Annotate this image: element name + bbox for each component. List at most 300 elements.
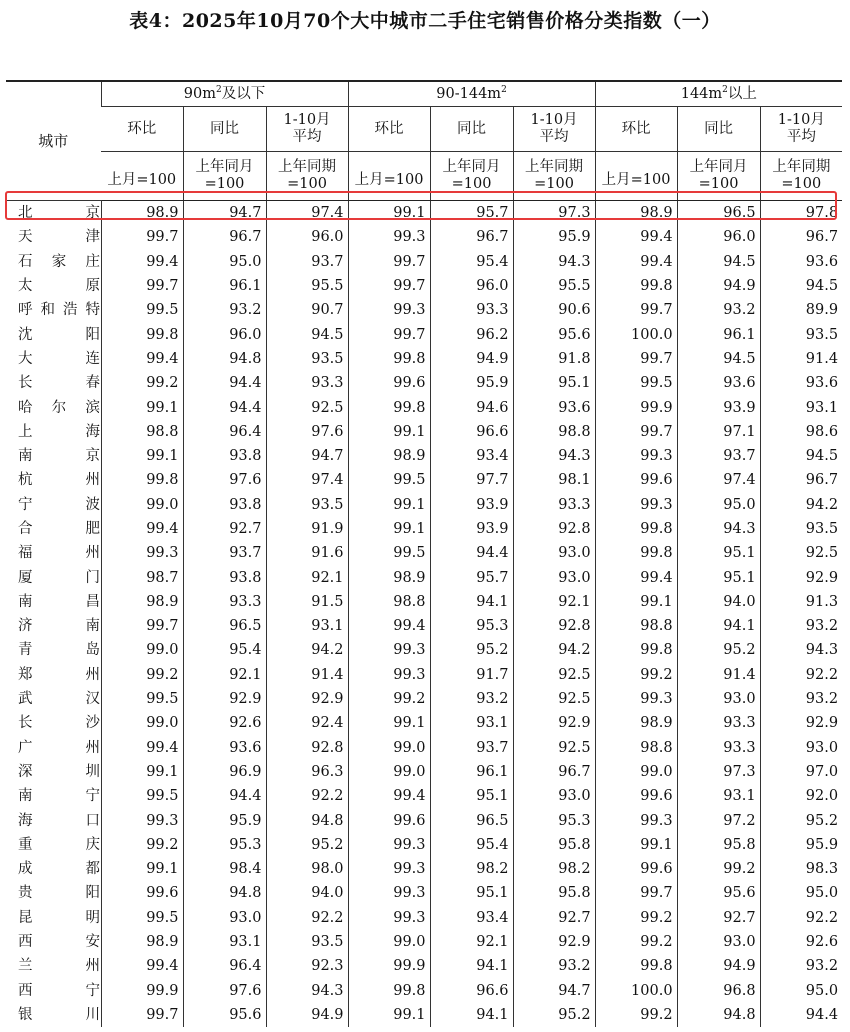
city-cell bbox=[6, 808, 101, 832]
value-cell: 96.7 bbox=[183, 225, 266, 249]
table-row bbox=[6, 541, 842, 565]
value-cell: 99.1 bbox=[101, 395, 183, 419]
value-cell: 92.9 bbox=[266, 687, 348, 711]
city-name: 长春 bbox=[18, 375, 100, 392]
base-header bbox=[677, 152, 760, 201]
city-cell bbox=[6, 225, 101, 249]
value-cell: 92.1 bbox=[430, 930, 513, 954]
base-line: 上年同月 bbox=[689, 159, 748, 175]
metric-line: 同比 bbox=[457, 120, 487, 137]
value-cell: 99.1 bbox=[101, 760, 183, 784]
value-cell: 93.0 bbox=[760, 736, 842, 760]
city-cell bbox=[6, 979, 101, 1003]
table-row bbox=[6, 930, 842, 954]
table-row bbox=[6, 517, 842, 541]
value-cell: 99.3 bbox=[595, 444, 677, 468]
value-cell: 95.3 bbox=[430, 614, 513, 638]
value-cell: 94.1 bbox=[430, 590, 513, 614]
value-cell: 99.1 bbox=[348, 517, 430, 541]
base-line: 上年同期 bbox=[772, 159, 831, 175]
value-cell: 93.8 bbox=[183, 565, 266, 589]
value-cell: 99.4 bbox=[348, 614, 430, 638]
value-cell: 99.0 bbox=[595, 760, 677, 784]
table-row bbox=[6, 979, 842, 1003]
value-cell: 93.5 bbox=[760, 517, 842, 541]
value-cell: 95.0 bbox=[760, 881, 842, 905]
table-row bbox=[6, 638, 842, 662]
value-cell: 92.6 bbox=[183, 711, 266, 735]
city-cell bbox=[6, 541, 101, 565]
value-cell: 93.6 bbox=[677, 371, 760, 395]
value-cell: 96.2 bbox=[430, 322, 513, 346]
value-cell: 96.1 bbox=[183, 274, 266, 298]
value-cell: 90.6 bbox=[513, 298, 595, 322]
value-cell: 93.7 bbox=[183, 541, 266, 565]
value-cell: 99.2 bbox=[595, 906, 677, 930]
city-cell bbox=[6, 395, 101, 419]
value-cell: 94.8 bbox=[183, 347, 266, 371]
value-cell: 99.7 bbox=[595, 347, 677, 371]
value-cell: 99.7 bbox=[101, 614, 183, 638]
table-row bbox=[6, 371, 842, 395]
value-cell: 99.7 bbox=[101, 225, 183, 249]
value-cell: 97.4 bbox=[266, 468, 348, 492]
value-cell: 99.3 bbox=[101, 808, 183, 832]
value-cell: 97.4 bbox=[266, 201, 348, 226]
value-cell: 98.9 bbox=[595, 711, 677, 735]
value-cell: 92.1 bbox=[266, 565, 348, 589]
value-cell: 95.2 bbox=[760, 808, 842, 832]
value-cell: 93.6 bbox=[183, 736, 266, 760]
value-cell: 98.8 bbox=[595, 614, 677, 638]
value-cell: 92.2 bbox=[760, 906, 842, 930]
table-row bbox=[6, 493, 842, 517]
value-cell: 92.5 bbox=[513, 736, 595, 760]
value-cell: 98.2 bbox=[513, 857, 595, 881]
value-cell: 93.2 bbox=[183, 298, 266, 322]
value-cell: 95.1 bbox=[430, 784, 513, 808]
group-label-suffix: 以上 bbox=[727, 85, 757, 102]
value-cell: 95.2 bbox=[266, 833, 348, 857]
base-line: 上年同月 bbox=[442, 159, 501, 175]
city-name: 太原 bbox=[18, 278, 100, 295]
city-name: 青岛 bbox=[18, 642, 100, 659]
value-cell: 95.8 bbox=[513, 833, 595, 857]
metric-line: 环比 bbox=[127, 120, 157, 137]
value-cell: 99.1 bbox=[101, 857, 183, 881]
city-name: 南昌 bbox=[18, 593, 100, 610]
value-cell: 93.2 bbox=[677, 298, 760, 322]
value-cell: 99.1 bbox=[348, 1003, 430, 1027]
value-cell: 100.0 bbox=[595, 322, 677, 346]
value-cell: 95.6 bbox=[677, 881, 760, 905]
value-cell: 99.3 bbox=[348, 906, 430, 930]
value-cell: 99.5 bbox=[348, 541, 430, 565]
value-cell: 93.1 bbox=[677, 784, 760, 808]
table-row bbox=[6, 954, 842, 978]
base-line: =100 bbox=[204, 176, 245, 192]
value-cell: 93.2 bbox=[513, 954, 595, 978]
city-column-header: 城市 bbox=[6, 81, 101, 201]
value-cell: 96.1 bbox=[677, 322, 760, 346]
metric-header bbox=[513, 107, 595, 152]
city-name: 石家庄 bbox=[18, 253, 100, 270]
value-cell: 93.0 bbox=[183, 906, 266, 930]
group-label-suffix: 及以下 bbox=[221, 85, 266, 102]
value-cell: 90.7 bbox=[266, 298, 348, 322]
value-cell: 99.8 bbox=[595, 517, 677, 541]
base-line: 上年同期 bbox=[278, 159, 337, 175]
value-cell: 98.4 bbox=[183, 857, 266, 881]
value-cell: 99.8 bbox=[595, 541, 677, 565]
value-cell: 93.9 bbox=[677, 395, 760, 419]
value-cell: 91.8 bbox=[513, 347, 595, 371]
value-cell: 92.1 bbox=[513, 590, 595, 614]
value-cell: 93.3 bbox=[513, 493, 595, 517]
value-cell: 92.3 bbox=[266, 954, 348, 978]
value-cell: 93.1 bbox=[760, 395, 842, 419]
value-cell: 93.3 bbox=[183, 590, 266, 614]
base-line: 上年同月 bbox=[195, 159, 254, 175]
table-row bbox=[6, 225, 842, 249]
city-cell bbox=[6, 468, 101, 492]
value-cell: 98.8 bbox=[348, 590, 430, 614]
group-label: 90m bbox=[183, 85, 216, 102]
value-cell: 93.3 bbox=[677, 736, 760, 760]
value-cell: 93.5 bbox=[266, 493, 348, 517]
value-cell: 99.6 bbox=[595, 468, 677, 492]
value-cell: 99.3 bbox=[595, 687, 677, 711]
metric-line: 1-10月 bbox=[283, 112, 331, 128]
value-cell: 92.5 bbox=[513, 663, 595, 687]
value-cell: 96.0 bbox=[677, 225, 760, 249]
value-cell: 99.7 bbox=[101, 274, 183, 298]
metric-header bbox=[677, 107, 760, 152]
value-cell: 94.5 bbox=[266, 322, 348, 346]
value-cell: 94.2 bbox=[266, 638, 348, 662]
city-name: 沈阳 bbox=[18, 326, 100, 343]
table-row bbox=[6, 906, 842, 930]
value-cell: 92.5 bbox=[513, 687, 595, 711]
city-cell bbox=[6, 371, 101, 395]
base-line: 上月=100 bbox=[107, 171, 177, 188]
value-cell: 92.9 bbox=[760, 565, 842, 589]
table-row bbox=[6, 201, 842, 226]
city-name: 南宁 bbox=[18, 788, 100, 805]
value-cell: 96.5 bbox=[677, 201, 760, 226]
value-cell: 94.8 bbox=[183, 881, 266, 905]
value-cell: 97.1 bbox=[677, 420, 760, 444]
table-row bbox=[6, 881, 842, 905]
metric-header bbox=[760, 107, 842, 152]
metric-header bbox=[348, 107, 430, 152]
table-row bbox=[6, 833, 842, 857]
value-cell: 93.0 bbox=[513, 541, 595, 565]
value-cell: 95.4 bbox=[430, 250, 513, 274]
city-cell bbox=[6, 347, 101, 371]
value-cell: 99.2 bbox=[348, 687, 430, 711]
value-cell: 93.2 bbox=[760, 954, 842, 978]
base-line: =100 bbox=[451, 176, 492, 192]
value-cell: 99.2 bbox=[595, 663, 677, 687]
value-cell: 99.0 bbox=[101, 638, 183, 662]
metric-line: 1-10月 bbox=[777, 112, 825, 128]
city-cell bbox=[6, 638, 101, 662]
city-cell bbox=[6, 517, 101, 541]
group-label-sup: 2 bbox=[722, 84, 728, 95]
value-cell: 94.1 bbox=[677, 614, 760, 638]
header-group-row bbox=[6, 81, 842, 107]
city-name: 合肥 bbox=[18, 521, 100, 537]
city-name: 哈尔滨 bbox=[18, 399, 100, 416]
value-cell: 99.2 bbox=[101, 663, 183, 687]
city-cell bbox=[6, 687, 101, 711]
value-cell: 99.4 bbox=[101, 954, 183, 978]
value-cell: 94.7 bbox=[183, 201, 266, 226]
value-cell: 99.2 bbox=[595, 1003, 677, 1027]
value-cell: 99.8 bbox=[348, 979, 430, 1003]
table-header bbox=[6, 81, 842, 201]
metric-line: 平均 bbox=[292, 129, 322, 145]
value-cell: 99.4 bbox=[595, 250, 677, 274]
value-cell: 99.5 bbox=[595, 371, 677, 395]
value-cell: 97.6 bbox=[183, 979, 266, 1003]
value-cell: 98.6 bbox=[760, 420, 842, 444]
value-cell: 99.1 bbox=[348, 493, 430, 517]
value-cell: 94.1 bbox=[430, 954, 513, 978]
value-cell: 96.6 bbox=[430, 420, 513, 444]
value-cell: 94.5 bbox=[760, 274, 842, 298]
table-row bbox=[6, 784, 842, 808]
value-cell: 94.4 bbox=[430, 541, 513, 565]
value-cell: 94.9 bbox=[677, 954, 760, 978]
city-name: 成都 bbox=[18, 861, 100, 878]
city-cell bbox=[6, 784, 101, 808]
value-cell: 93.0 bbox=[677, 930, 760, 954]
value-cell: 93.3 bbox=[677, 711, 760, 735]
value-cell: 99.4 bbox=[101, 517, 183, 541]
city-name: 银川 bbox=[18, 1006, 100, 1023]
city-cell bbox=[6, 250, 101, 274]
table-row bbox=[6, 250, 842, 274]
group-label: 144m bbox=[680, 85, 723, 102]
price-index-table bbox=[6, 80, 842, 1027]
value-cell: 93.7 bbox=[266, 250, 348, 274]
value-cell: 95.2 bbox=[430, 638, 513, 662]
value-cell: 94.3 bbox=[513, 250, 595, 274]
value-cell: 95.0 bbox=[760, 979, 842, 1003]
value-cell: 99.5 bbox=[348, 468, 430, 492]
value-cell: 99.6 bbox=[348, 371, 430, 395]
value-cell: 99.8 bbox=[595, 638, 677, 662]
value-cell: 95.4 bbox=[430, 833, 513, 857]
city-cell bbox=[6, 565, 101, 589]
metric-line: 环比 bbox=[621, 120, 651, 137]
value-cell: 98.1 bbox=[513, 468, 595, 492]
value-cell: 99.3 bbox=[348, 298, 430, 322]
value-cell: 94.7 bbox=[513, 979, 595, 1003]
value-cell: 92.8 bbox=[513, 614, 595, 638]
base-line: 上年同期 bbox=[525, 159, 584, 175]
value-cell: 99.8 bbox=[348, 347, 430, 371]
value-cell: 92.9 bbox=[760, 711, 842, 735]
value-cell: 94.9 bbox=[677, 274, 760, 298]
city-cell bbox=[6, 736, 101, 760]
value-cell: 99.0 bbox=[348, 736, 430, 760]
value-cell: 94.9 bbox=[430, 347, 513, 371]
value-cell: 98.9 bbox=[101, 590, 183, 614]
value-cell: 94.8 bbox=[266, 808, 348, 832]
table-row bbox=[6, 322, 842, 346]
city-cell bbox=[6, 663, 101, 687]
value-cell: 96.9 bbox=[183, 760, 266, 784]
value-cell: 95.1 bbox=[677, 565, 760, 589]
value-cell: 95.1 bbox=[513, 371, 595, 395]
value-cell: 92.9 bbox=[183, 687, 266, 711]
value-cell: 91.9 bbox=[266, 517, 348, 541]
value-cell: 99.1 bbox=[595, 590, 677, 614]
value-cell: 99.2 bbox=[677, 857, 760, 881]
value-cell: 92.5 bbox=[760, 541, 842, 565]
value-cell: 96.7 bbox=[430, 225, 513, 249]
city-cell bbox=[6, 760, 101, 784]
value-cell: 93.8 bbox=[183, 493, 266, 517]
header-base-row bbox=[6, 152, 842, 201]
city-name: 大连 bbox=[18, 350, 100, 367]
value-cell: 91.3 bbox=[760, 590, 842, 614]
value-cell: 99.4 bbox=[595, 225, 677, 249]
city-cell bbox=[6, 954, 101, 978]
value-cell: 99.3 bbox=[348, 881, 430, 905]
value-cell: 93.0 bbox=[677, 687, 760, 711]
value-cell: 99.3 bbox=[348, 663, 430, 687]
city-name: 郑州 bbox=[18, 666, 100, 683]
table-row bbox=[6, 420, 842, 444]
value-cell: 92.7 bbox=[677, 906, 760, 930]
city-name: 西安 bbox=[18, 934, 100, 951]
value-cell: 93.2 bbox=[430, 687, 513, 711]
group-label: 90-144m bbox=[436, 85, 502, 102]
table-row bbox=[6, 298, 842, 322]
value-cell: 98.7 bbox=[101, 565, 183, 589]
value-cell: 99.3 bbox=[348, 857, 430, 881]
city-cell bbox=[6, 906, 101, 930]
value-cell: 99.1 bbox=[595, 833, 677, 857]
city-name: 厦门 bbox=[18, 569, 100, 586]
city-name: 北京 bbox=[18, 205, 100, 222]
city-name: 武汉 bbox=[18, 691, 100, 708]
base-header bbox=[513, 152, 595, 201]
value-cell: 92.1 bbox=[183, 663, 266, 687]
value-cell: 99.2 bbox=[595, 930, 677, 954]
group-label-sup: 2 bbox=[501, 84, 507, 95]
value-cell: 96.3 bbox=[266, 760, 348, 784]
metric-header bbox=[595, 107, 677, 152]
city-cell bbox=[6, 444, 101, 468]
value-cell: 96.0 bbox=[430, 274, 513, 298]
value-cell: 96.0 bbox=[183, 322, 266, 346]
value-cell: 99.6 bbox=[595, 857, 677, 881]
metric-line: 同比 bbox=[210, 120, 239, 137]
value-cell: 99.7 bbox=[595, 881, 677, 905]
value-cell: 97.0 bbox=[760, 760, 842, 784]
value-cell: 91.4 bbox=[266, 663, 348, 687]
group-label-sup: 2 bbox=[216, 84, 222, 95]
value-cell: 93.5 bbox=[266, 930, 348, 954]
value-cell: 95.1 bbox=[677, 541, 760, 565]
value-cell: 99.6 bbox=[101, 881, 183, 905]
value-cell: 93.6 bbox=[760, 250, 842, 274]
base-header bbox=[183, 152, 266, 201]
city-name: 宁波 bbox=[18, 496, 100, 513]
table-row bbox=[6, 347, 842, 371]
city-name: 广州 bbox=[18, 739, 100, 756]
value-cell: 91.4 bbox=[760, 347, 842, 371]
value-cell: 95.3 bbox=[513, 808, 595, 832]
city-name: 昆明 bbox=[18, 909, 100, 926]
value-cell: 99.5 bbox=[101, 784, 183, 808]
base-header bbox=[760, 152, 842, 201]
value-cell: 97.6 bbox=[183, 468, 266, 492]
value-cell: 94.4 bbox=[183, 395, 266, 419]
value-cell: 94.3 bbox=[266, 979, 348, 1003]
metric-line: 1-10月 bbox=[530, 112, 578, 128]
value-cell: 99.3 bbox=[348, 833, 430, 857]
value-cell: 96.1 bbox=[430, 760, 513, 784]
metric-line: 平均 bbox=[539, 129, 569, 145]
value-cell: 95.2 bbox=[513, 1003, 595, 1027]
value-cell: 94.4 bbox=[183, 784, 266, 808]
city-name: 兰州 bbox=[18, 958, 100, 975]
table-row bbox=[6, 614, 842, 638]
value-cell: 93.7 bbox=[430, 736, 513, 760]
table-row bbox=[6, 808, 842, 832]
table-row bbox=[6, 444, 842, 468]
value-cell: 92.7 bbox=[513, 906, 595, 930]
table-row bbox=[6, 590, 842, 614]
metric-line: 环比 bbox=[374, 120, 404, 137]
base-header bbox=[430, 152, 513, 201]
value-cell: 97.7 bbox=[430, 468, 513, 492]
value-cell: 95.6 bbox=[513, 322, 595, 346]
value-cell: 92.5 bbox=[266, 395, 348, 419]
value-cell: 92.0 bbox=[760, 784, 842, 808]
value-cell: 92.7 bbox=[183, 517, 266, 541]
metric-header bbox=[183, 107, 266, 152]
value-cell: 93.4 bbox=[430, 906, 513, 930]
city-cell bbox=[6, 298, 101, 322]
value-cell: 93.3 bbox=[266, 371, 348, 395]
city-cell bbox=[6, 857, 101, 881]
value-cell: 99.3 bbox=[348, 638, 430, 662]
city-name: 上海 bbox=[18, 423, 100, 440]
value-cell: 99.7 bbox=[101, 1003, 183, 1027]
city-cell bbox=[6, 833, 101, 857]
value-cell: 93.6 bbox=[513, 395, 595, 419]
value-cell: 93.2 bbox=[760, 614, 842, 638]
city-cell bbox=[6, 881, 101, 905]
value-cell: 99.8 bbox=[595, 274, 677, 298]
value-cell: 92.9 bbox=[513, 711, 595, 735]
city-name: 西宁 bbox=[18, 982, 100, 999]
value-cell: 93.5 bbox=[760, 322, 842, 346]
value-cell: 99.9 bbox=[348, 954, 430, 978]
value-cell: 98.8 bbox=[595, 736, 677, 760]
value-cell: 92.2 bbox=[760, 663, 842, 687]
table-row bbox=[6, 736, 842, 760]
group-header bbox=[348, 81, 595, 107]
value-cell: 99.8 bbox=[101, 322, 183, 346]
